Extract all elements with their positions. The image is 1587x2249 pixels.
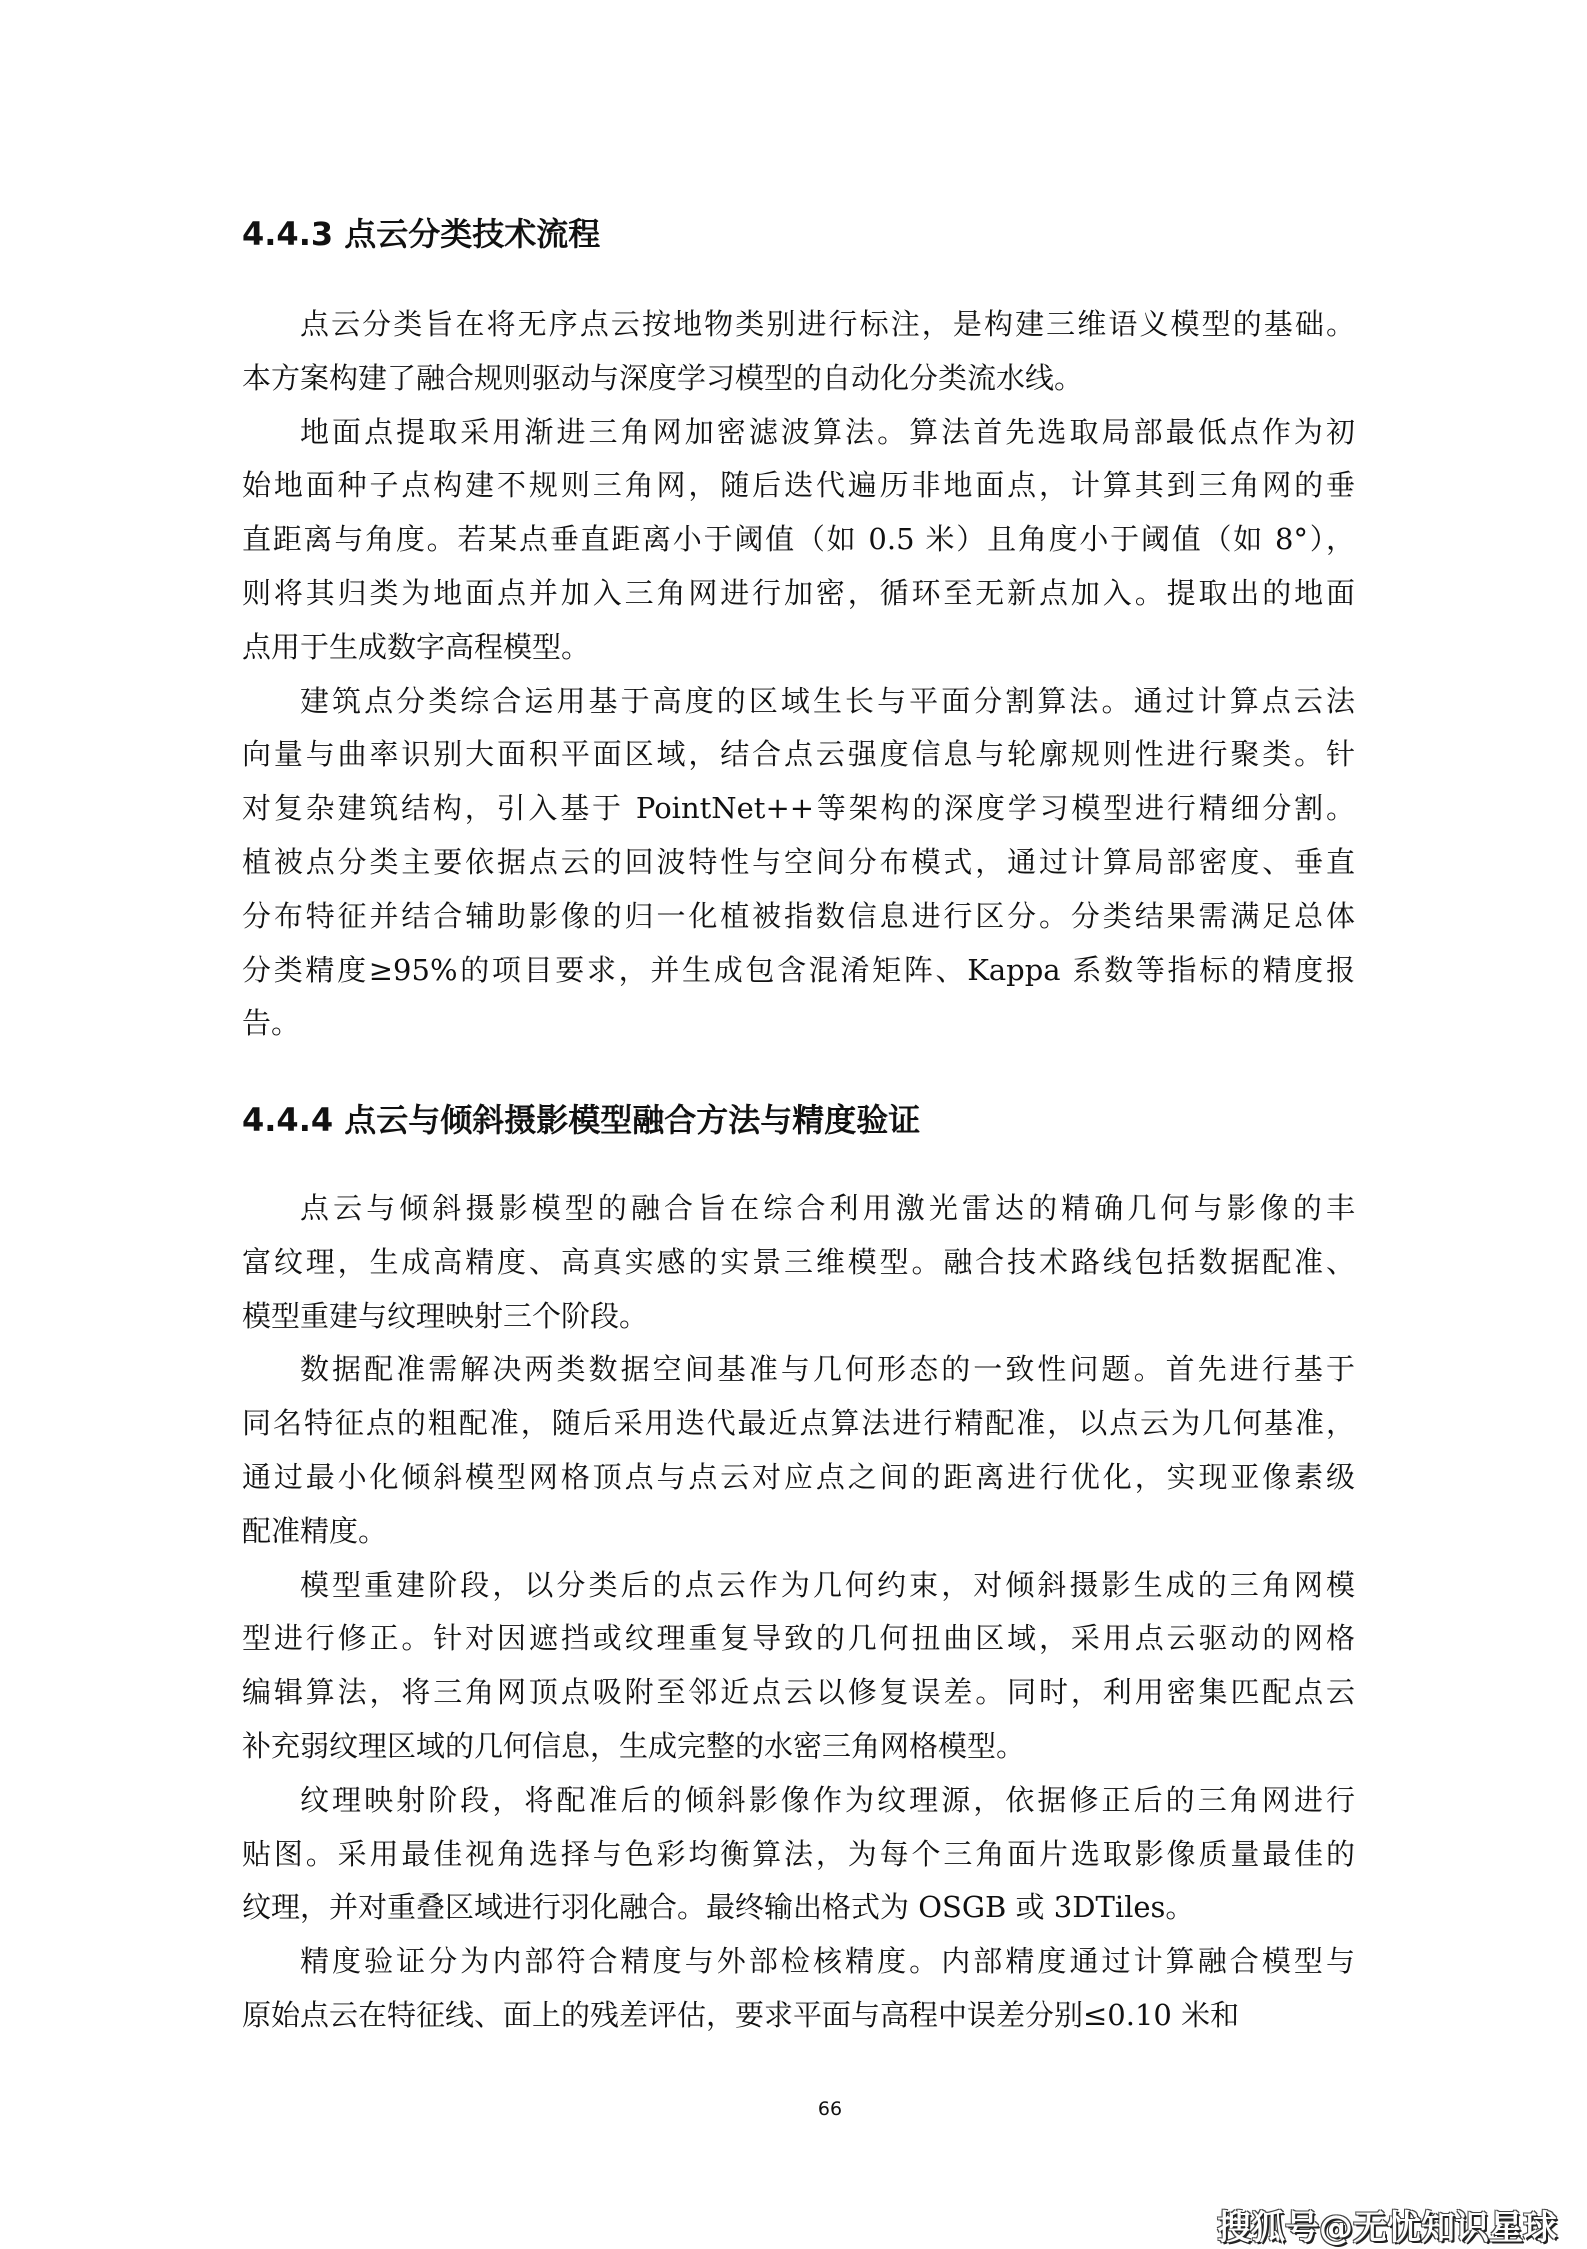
text-line: 点云与倾斜摄影模型的融合旨在综合利用激光雷达的精确几何与影像的丰 bbox=[300, 1191, 1355, 1225]
section-body-4-4-4 bbox=[242, 1182, 1355, 2043]
text-line: 模型重建与纹理映射三个阶段。 bbox=[242, 1298, 649, 1333]
text-line: 纹理映射阶段，将配准后的倾斜影像作为纹理源，依据修正后的三角网进行 bbox=[300, 1782, 1355, 1817]
text-line: 精度验证分为内部符合精度与外部检核精度。内部精度通过计算融合模型与 bbox=[300, 1944, 1355, 1979]
text-line: 直距离与角度。若某点垂直距离小于阈值（如 0.5 米）且角度小于阈值（如 8°）， bbox=[242, 522, 1355, 557]
page-number: 66 bbox=[817, 2098, 843, 2120]
text-line: 富纹理，生成高精度、高真实感的实景三维模型。融合技术路线包括数据配准、 bbox=[242, 1244, 1355, 1279]
text-line: 点用于生成数字高程模型。 bbox=[242, 629, 591, 664]
paragraph bbox=[242, 406, 1355, 675]
text-line: 向量与曲率识别大面积平面区域，结合点云强度信息与轮廓规则性进行聚类。针 bbox=[242, 737, 1355, 772]
text-line: 对复杂建筑结构，引入基于 PointNet++等架构的深度学习模型进行精细分割。 bbox=[242, 791, 1355, 826]
section-body-4-4-3 bbox=[242, 298, 1355, 1051]
paragraph bbox=[242, 1935, 1355, 2043]
text-line: 纹理，并对重叠区域进行羽化融合。最终输出格式为 OSGB 或 3DTiles。 bbox=[242, 1890, 1195, 1925]
text-line: 原始点云在特征线、面上的残差评估，要求平面与高程中误差分别≤0.10 米和 bbox=[242, 1997, 1240, 2032]
text-line: 配准精度。 bbox=[242, 1513, 388, 1548]
text-line: 建筑点分类综合运用基于高度的区域生长与平面分割算法。通过计算点云法 bbox=[300, 683, 1355, 718]
text-line: 告。 bbox=[242, 1006, 301, 1041]
text-line: 型进行修正。针对因遮挡或纹理重复导致的几何扭曲区域，采用点云驱动的网格 bbox=[242, 1621, 1355, 1656]
section-heading-4-4-3: 4.4.3 点云分类技术流程 bbox=[242, 215, 601, 253]
text-line: 模型重建阶段，以分类后的点云作为几何约束，对倾斜摄影生成的三角网模 bbox=[300, 1567, 1355, 1602]
paragraph bbox=[242, 1343, 1355, 1558]
text-line: 编辑算法，将三角网顶点吸附至邻近点云以修复误差。同时，利用密集匹配点云 bbox=[242, 1675, 1355, 1710]
text-line: 补充弱纹理区域的几何信息，生成完整的水密三角网格模型。 bbox=[242, 1728, 1026, 1763]
text-line: 地面点提取采用渐进三角网加密滤波算法。算法首先选取局部最低点作为初 bbox=[300, 414, 1355, 449]
text-line: 本方案构建了融合规则驱动与深度学习模型的自动化分类流水线。 bbox=[242, 360, 1084, 395]
text-line: 点云分类旨在将无序点云按地物类别进行标注，是构建三维语义模型的基础。 bbox=[300, 307, 1355, 341]
watermark: 搜狐号@无忧知识星球 bbox=[1217, 2208, 1557, 2248]
text-line: 分类精度≥95%的项目要求，并生成包含混淆矩阵、Kappa 系数等指标的精度报 bbox=[242, 952, 1355, 987]
text-line: 贴图。采用最佳视角选择与色彩均衡算法，为每个三角面片选取影像质量最佳的 bbox=[242, 1836, 1355, 1871]
section-heading-4-4-4: 4.4.4 点云与倾斜摄影模型融合方法与精度验证 bbox=[242, 1101, 921, 1139]
text-line: 数据配准需解决两类数据空间基准与几何形态的一致性问题。首先进行基于 bbox=[300, 1352, 1355, 1387]
text-line: 植被点分类主要依据点云的回波特性与空间分布模式，通过计算局部密度、垂直 bbox=[242, 844, 1355, 879]
text-line: 分布特征并结合辅助影像的归一化植被指数信息进行区分。分类结果需满足总体 bbox=[242, 898, 1355, 933]
text-line: 则将其归类为地面点并加入三角网进行加密，循环至无新点加入。提取出的地面 bbox=[242, 575, 1355, 610]
paragraph bbox=[242, 298, 1355, 406]
paragraph bbox=[242, 1559, 1355, 1774]
paragraph bbox=[242, 1774, 1355, 1935]
text-line: 始地面种子点构建不规则三角网，随后迭代遍历非地面点，计算其到三角网的垂 bbox=[242, 468, 1355, 503]
paragraph bbox=[242, 1182, 1355, 1343]
text-line: 同名特征点的粗配准，随后采用迭代最近点算法进行精配准，以点云为几何基准， bbox=[242, 1406, 1355, 1441]
text-line: 通过最小化倾斜模型网格顶点与点云对应点之间的距离进行优化，实现亚像素级 bbox=[242, 1459, 1355, 1494]
paragraph bbox=[242, 675, 1355, 1052]
